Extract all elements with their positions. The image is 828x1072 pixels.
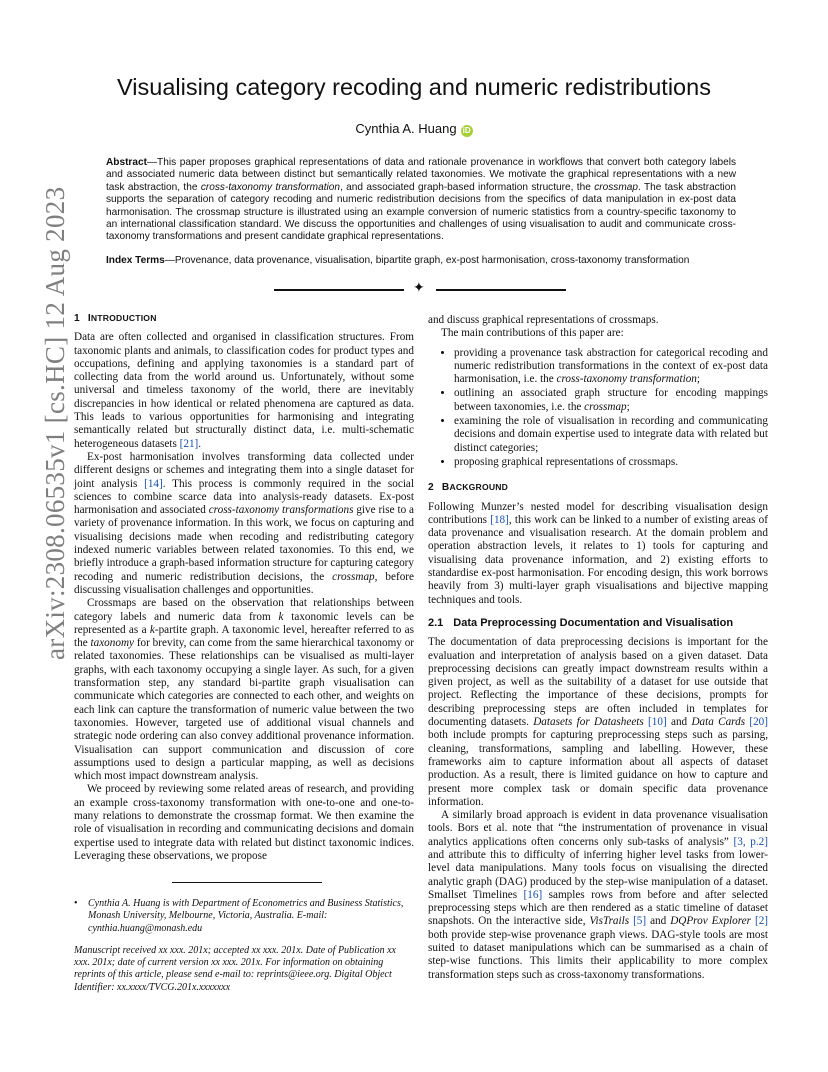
math-variable: k xyxy=(149,623,155,636)
citation-link[interactable]: [16] xyxy=(523,888,543,901)
manuscript-note: Manuscript received xx xxx. 201x; accepted xx xxx. 201x. Date of Publication xx xxx. 201x; date of current version xx xxx. 201x. For information on obtaining reprints of this article, please send e-mail to: reprints@ieee.org. Digital Object Identifier: xx.xxxx/TVCG.201x.xxxxxxx xyxy=(74,944,396,993)
left-column xyxy=(74,312,414,863)
subsection-number: 2.1 xyxy=(428,616,444,629)
index-terms-label: Index Terms xyxy=(106,255,165,266)
right-column xyxy=(428,314,768,982)
paragraph: We proceed by reviewing some related areas of research, and providing an example cross-taxonomy transformation with one-to-one and one-to-many relations to demonstrate the crossmap format. We then examine the role of visualisation in recording and communicating decisions and domain expertise used to integrate data with related but distinct taxonomic indices. Leveraging these observations, we propose xyxy=(74,783,414,862)
affiliation-footnote xyxy=(74,898,414,935)
paragraph-text: both include prompts for capturing preprocessing steps such as parsing, cleaning, transformations, sampling and labelling. However, these frameworks aim to capture information about all aspects of dataset production. As a result, there is limited guidance on how to capture and present more complex task or domain specific data provenance information. xyxy=(428,729,768,808)
footnote-rule xyxy=(172,882,322,883)
paragraph-text: , this work can be linked to a number of existing areas of data provenance and visualisation research. At the domain problem and operation abstraction levels, it relates to 1) tools for capturing and visualising data provenance information, and 2) existing efforts to standardise ex-post harmonisation. For encoding design, this work borrows heavily from 3) multi-layer graph visualisations and bijective mapping techniques and tools. xyxy=(428,513,768,606)
index-terms-text: —Provenance, data provenance, visualisation, bipartite graph, ex-post harmonisation, cross-taxonomy transformation xyxy=(164,255,690,266)
section-heading-introduction xyxy=(74,312,414,325)
list-item-text: providing a provenance task abstraction for categorical recoding and numeric redistribution transformations in the context of ex-post data harmonisation, i.e. the xyxy=(454,346,768,386)
paragraph xyxy=(74,597,414,783)
emphasis: VisTrails xyxy=(589,915,630,928)
paragraph xyxy=(428,809,768,982)
section-heading-initial: B xyxy=(441,482,450,494)
section-heading-initial: I xyxy=(87,313,91,324)
emphasis: crossmap xyxy=(584,400,627,413)
paragraph-text: Ex-post harmonisation involves transforming data collected under different designs or schemes and integrating them into a single dataset for joint analysis xyxy=(74,450,414,490)
list-item-text: examining the role of visualisation in recording and communicating decisions and domain expertise used to integrate data with related but distinct categories; xyxy=(454,415,768,454)
abstract-text: —This paper proposes graphical representations of data and rationale provenance in workflows that convert both category labels and associated numeric data between distinct but semantically related taxonomies. We motivate the graphical representations with a new task abstraction, the xyxy=(106,157,736,193)
contributions-list xyxy=(428,347,768,470)
section-divider xyxy=(274,283,566,297)
orcid-icon[interactable]: iD xyxy=(462,126,471,135)
paragraph xyxy=(428,501,768,607)
arxiv-identifier[interactable]: arXiv:2308.06535v1 [cs.HC] 12 Aug 2023 xyxy=(40,186,70,660)
paper-title: Visualising category recoding and numeric redistributions xyxy=(117,74,711,100)
paragraph-text: The documentation of data preprocessing decisions is important for the evaluation and interpretation of analysis based on a given dataset. Data preprocessing decisions can greatly impact downstream results within a given project, as well as the suitability of a dataset for use outside that project. Reflecting the importance of these decisions, prompts for describing preprocessing steps are often included in templates for documenting datasets. xyxy=(428,636,768,729)
paragraph-text: both provide step-wise provenance graph views. DAG-style tools are most suited to dataset manipulations which can be summarised as a chain of step-wise functions. This limits their applicability to more complex transformation steps such as cross-taxonomy transformations. xyxy=(428,928,768,981)
emphasis: Datasets for Datasheets xyxy=(533,716,644,729)
emphasis: DQProv Explorer xyxy=(670,915,751,928)
section-heading-rest: ACKGROUND xyxy=(449,482,509,493)
section-heading-background xyxy=(428,481,768,494)
abstract-label: Abstract xyxy=(106,157,147,168)
emphasis: cross-taxonomy transformation xyxy=(556,373,697,386)
author-name: Cynthia A. Huang xyxy=(355,121,457,136)
emphasis: crossmap xyxy=(332,570,375,583)
paragraph-text: . This process is commonly required in the social sciences to combine scarce data into analysis-ready datasets. Ex-post harmonisation and associated xyxy=(74,477,414,517)
paragraph-text: Following Munzer’s nested model for describing visualisation design contributions xyxy=(428,500,768,526)
emphasis: cross-taxonomy transformations xyxy=(208,504,354,517)
abstract xyxy=(106,157,736,244)
list-item-text: ; xyxy=(696,373,700,386)
paragraph xyxy=(74,451,414,597)
footnotes xyxy=(74,898,414,994)
paragraph-text: taxonomic levels can be represented as a xyxy=(74,610,415,636)
abstract-term: cross-taxonomy transformation xyxy=(200,181,340,193)
abstract-text: , and associated graph-based information structure, the xyxy=(339,181,595,193)
citation-link[interactable]: [2] xyxy=(754,915,769,928)
paragraph-text: -partite graph. A taxonomic level, hereafter referred to as the xyxy=(74,623,414,650)
paragraph-text: and xyxy=(646,915,671,928)
bullet-icon: • xyxy=(74,898,78,909)
paragraph-text: and attribute this to difficulty of inferring higher level tasks from lower-level data manipulations. Many tools focus on visualising the directed analytic graph (DAG) produced by the step-wise manipulation of a dataset. Smallset Timelines xyxy=(428,848,768,901)
section-number: 2 xyxy=(428,482,434,494)
author-line xyxy=(0,121,828,137)
affiliation-text: Cynthia A. Huang is with Department of Econometrics and Business Statistics, Monash University, Melbourne, Victoria, Australia. E-mail: cynthia.huang@monash.edu xyxy=(88,898,404,934)
citation-link[interactable]: [14] xyxy=(144,477,163,490)
list-item-text: proposing graphical representations of crossmaps. xyxy=(454,455,679,468)
paragraph-text: A similarly broad approach is evident in data provenance visualisation tools. Bors et al. note that “the instrumentation of provenance in visual analytics applications often concerns only sub-tasks of analysis” xyxy=(428,809,768,848)
list-item-text: ; xyxy=(626,400,630,413)
citation-link[interactable]: [5] xyxy=(633,915,647,928)
divider-line xyxy=(274,289,404,291)
paragraph-text: and xyxy=(666,716,692,729)
diamond-star-icon: ✦ xyxy=(413,281,425,296)
list-item-text: outlining an associated graph structure for encoding mappings between taxonomies, i.e. the xyxy=(454,387,768,413)
paragraph: and discuss graphical representations of crossmaps. xyxy=(428,314,659,326)
section-heading-rest: NTRODUCTION xyxy=(90,313,157,323)
citation-link[interactable]: [21] xyxy=(179,437,199,450)
paragraph-text: for brevity, can come from the same hierarchical taxonomy or related taxonomies. These relationships can be visualised as multi-layer graphs, with each taxonomy occupying a single layer. As such, for a given transformation step, any standard bi-partite graph visualisation can communicate which categories are connected to each other, and weights on each link can capture the transformation of numeric value between the two taxonomies. However, targeted use of additional visual channels and strategic node ordering can also convey additional provenance information. Visualisation can support communication and discussion of core assumptions used to design a particular mapping, as well as decisions which most impact downstream analysis. xyxy=(74,637,415,783)
paragraph: Data are often collected and organised in classification structures. From taxonomic plants and animals, to classification codes for product types and occupations, defining and applying taxonomies is a standard part of collecting data from the world around us. Unfortunately, without some universal and timeless taxonomy of the world, there are inevitably discrepancies in how identical or related phenomena are captured as data. This leads to various opportunities for harmonising and integrating semantically related but structurally distinct data, i.e. multi-schematic heterogeneous datasets [21]. xyxy=(74,331,414,450)
citation-link[interactable]: [10] xyxy=(648,716,667,729)
list-item xyxy=(454,456,768,469)
citation-link[interactable]: [18] xyxy=(490,513,509,526)
list-item xyxy=(454,347,768,387)
abstract-term: crossmap xyxy=(594,181,638,193)
list-item xyxy=(454,415,768,455)
emphasis: taxonomy xyxy=(90,637,134,650)
paragraph xyxy=(428,636,768,809)
index-terms xyxy=(106,255,736,267)
section-number: 1 xyxy=(74,313,80,324)
paragraph-text: , before discussing visualisation challenges and opportunities. xyxy=(74,570,414,596)
citation-link[interactable]: [20] xyxy=(749,716,768,729)
emphasis: Data Cards xyxy=(691,716,746,729)
abstract-text: . The task abstraction supports the separation of category recoding and numeric redistribution decisions from the specifics of data manipulation in ex-post data harmonisation. The crossmap structure is illustrated using an example conversion of numeric statistics from a country-specific taxonomy to an international classification standard. We discuss the opportunities and challenges of using visualisation to audit and communicate cross-taxonomy transformations and present candidate graphical representations. xyxy=(106,181,737,243)
math-variable: k xyxy=(278,610,284,623)
subsection-title: Data Preprocessing Documentation and Visualisation xyxy=(453,616,734,629)
subsection-heading xyxy=(428,617,768,630)
paragraph: The main contributions of this paper are: xyxy=(441,327,624,340)
citation-link[interactable]: [3, p.2] xyxy=(733,835,768,848)
divider-line xyxy=(436,289,566,291)
paragraph-text: give rise to a variety of provenance information. In this work, we focus on capturing and visualising decisions made when recoding and redistributing category indexed numeric variables between related taxonomies. To this end, we briefly introduce a graph-based information structure for capturing category recoding and numeric redistribution decisions, the xyxy=(74,504,414,583)
list-item xyxy=(454,387,768,414)
paragraph-text: samples rows from before and after selected preprocessing steps which are then rendered as a static timeline of dataset snapshots. On the interactive side, xyxy=(428,888,768,928)
paragraph-text: Data are often collected and organised in classification structures. From taxonomic plants and animals, to classification codes for product types and occupations, defining and applying taxonomies is a standard part of collecting data from the world around us. Unfortunately, without some universal and timeless taxonomy of the world, there are inevitably discrepancies in how identical or related phenomena are captured as data. This leads to various opportunities for harmonising and integrating semantically related but structurally distinct data, i.e. multi-schematic heterogeneous datasets xyxy=(74,331,414,450)
paragraph-text: Crossmaps are based on the observation that relationships between category labels and numeric data from xyxy=(74,597,414,623)
